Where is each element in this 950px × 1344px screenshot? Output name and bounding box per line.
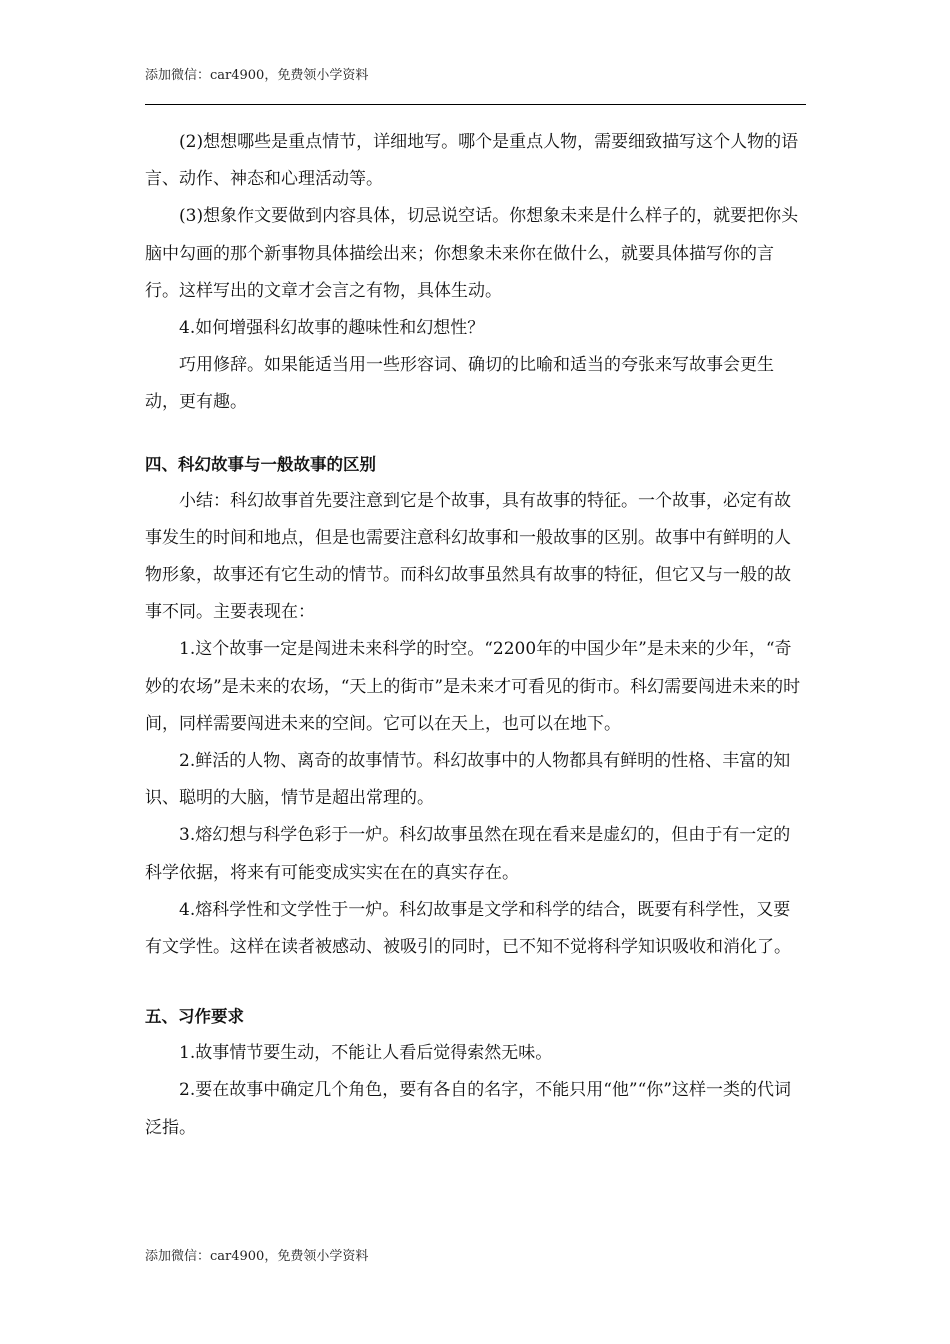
paragraph: 1.故事情节要生动，不能让人看后觉得索然无味。 (179, 1043, 553, 1064)
page-header: 添加微信：car4900，免费领小学资料 (145, 68, 369, 83)
paragraph: 1.这个故事一定是闯进未来科学的时空。“2200年的中国少年”是未来的少年，“奇妙的农场”是未来的农场，“天上的街市”是未来才可看见的街市。科幻需要闯进未来的时间，同样需要闯进未来的空间。它可以在天上，也可以在地下。 (145, 639, 801, 734)
paragraph: 小结：科幻故事首先要注意到它是个故事，具有故事的特征。一个故事，必定有故事发生的时间和地点，但是也需要注意科幻故事和一般故事的区别。故事中有鲜明的人物形象，故事还有它生动的情节。而科幻故事虽然具有故事的特征，但它又与一般的故事不同。主要表现在： (145, 490, 791, 623)
header-rule (145, 104, 806, 105)
page-footer: 添加微信：car4900，免费领小学资料 (145, 1249, 369, 1264)
paragraph: 4.熔科学性和文学性于一炉。科幻故事是文学和科学的结合，既要有科学性，又要有文学性。这样在读者被感动、被吸引的同时，已不知不觉将科学知识吸收和消化了。 (145, 899, 791, 958)
paragraph: 2.要在故事中确定几个角色，要有各自的名字，不能只用“他”“你”这样一类的代词泛指。 (145, 1080, 791, 1138)
document-body (145, 124, 807, 1147)
section-heading: 四、科幻故事与一般故事的区别 (145, 454, 376, 474)
paragraph: (2)想想哪些是重点情节，详细地写。哪个是重点人物，需要细致描写这个人物的语言、动作、神态和心理活动等。 (145, 132, 799, 190)
paragraph: 2.鲜活的人物、离奇的故事情节。科幻故事中的人物都具有鲜明的性格、丰富的知识、聪明的大脑，情节是超出常理的。 (145, 751, 791, 809)
section-heading: 五、习作要求 (145, 1007, 244, 1027)
paragraph: (3)想象作文要做到内容具体，切忌说空话。你想象未来是什么样子的，就要把你头脑中勾画的那个新事物具体描绘出来；你想象未来你在做什么，就要具体描写你的言行。这样写出的文章才会言之有物，具体生动。 (145, 206, 799, 301)
paragraph: 巧用修辞。如果能适当用一些形容词、确切的比喻和适当的夸张来写故事会更生动，更有趣。 (145, 355, 774, 413)
paragraph: 4.如何增强科幻故事的趣味性和幻想性？ (179, 318, 485, 339)
paragraph: 3.熔幻想与科学色彩于一炉。科幻故事虽然在现在看来是虚幻的，但由于有一定的科学依据，将来有可能变成实实在在的真实存在。 (145, 825, 791, 883)
